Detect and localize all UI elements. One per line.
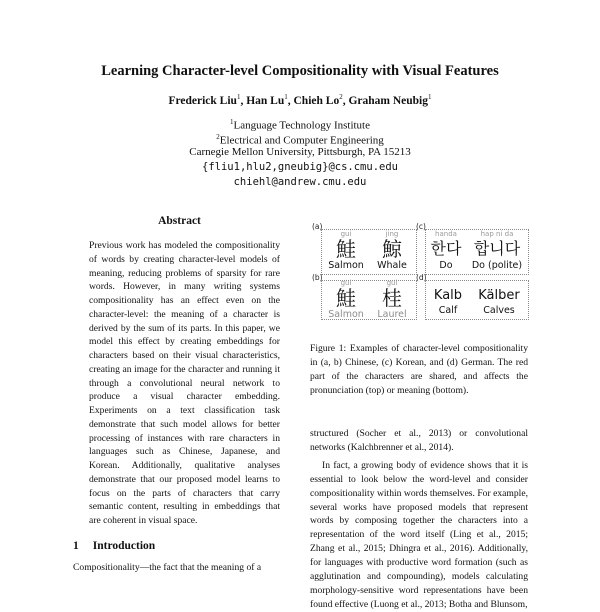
character-glyph: 한다 — [430, 239, 462, 258]
panel-label-d: (d) — [416, 273, 427, 282]
romanization: gui — [386, 279, 398, 287]
affiliation-text: Electrical and Computer Engineering — [219, 134, 384, 147]
romanization: jing — [385, 230, 399, 238]
character-glyph: 桂 — [382, 286, 402, 310]
affil-mark: 2 — [216, 133, 220, 141]
word-cell — [470, 287, 528, 316]
affiliation-text: Carnegie Mellon University, Pittsburgh, PA 15213 — [189, 146, 411, 158]
char-cell — [324, 230, 368, 271]
left-column — [73, 215, 286, 575]
char-cell — [370, 230, 414, 271]
author-name: Graham Neubig — [348, 94, 428, 107]
romanization: handa — [435, 230, 457, 238]
abstract-text: Previous work has modeled the compositionality of words by creating character-level models of meaning, reducing problems of sparsity for rare words. However, in many writing systems compositionality has an effect even on the character-level: the meaning of a character is derived by the sum of its parts. In this paper, we model this effect by creating embeddings for characters based on their visual characteristics, creating an image for the character and running it through a convolutional neural network to produce a visual character embedding. Experiments on a text classification task demonstrate that such model allows for better processing of instances with rare characters in languages such as Chinese, Japanese, and Korean. Additionally, qualitative analyses demonstrate that our proposed model learns to focus on the parts of characters that carry semantic content, resulting in embeddings that are coherent in visual space. — [89, 240, 280, 526]
author-affil-mark: 1 — [236, 93, 241, 101]
author-name: Chieh Lo — [293, 94, 340, 107]
affil-mark: 1 — [230, 118, 234, 126]
paper-title: Learning Character-level Compositionality with Visual Features — [101, 63, 499, 79]
panel-a — [321, 229, 417, 275]
section-number: 1 — [73, 539, 79, 552]
abstract-heading: Abstract — [158, 215, 201, 227]
panel-label-b: (b) — [312, 273, 323, 282]
author-list: Frederick Liu$^1$, Han Lu$^1$, Chieh Lo$^2$, Graham Neubig$^1$ — [168, 93, 432, 107]
gloss: Salmon — [328, 260, 364, 271]
word-cell — [428, 287, 468, 316]
section-heading-introduction — [73, 540, 286, 552]
email-line[interactable]: chiehl@andrew.cmu.edu — [233, 176, 367, 188]
panel-d — [425, 280, 529, 320]
intro-text: Compositionality—the fact that the meaning of a — [73, 561, 262, 573]
right-column — [310, 215, 530, 398]
gloss: Calves — [483, 305, 515, 316]
author-affil-mark: 1 — [428, 93, 432, 101]
char-cell — [428, 230, 464, 271]
email-line[interactable]: {fliu1,hlu2,gneubig}@cs.cmu.edu — [202, 161, 398, 173]
affiliation-line — [0, 145, 600, 160]
romanization: gui — [340, 230, 352, 238]
author-affil-mark: 2 — [339, 93, 343, 101]
panel-label-c: (c) — [416, 222, 426, 231]
romanization: hap ni da — [480, 230, 514, 238]
body-paragraph: In fact, a growing body of evidence shows that it is essential to look below the word-level and consider compositionality within words themselves. For example, several works have proposed models that represent words by composing together the characters into a representation of the word itself (Ling et al., 2015; Zhang et al., 2015; Dhingra et al., 2016). Additionally, for languages with productive word formation (such as agglutination and compounding), models calculating morphology-sensitive word representations have been found effective (Luong et al., 2013; Botha and Blunsom, — [310, 459, 528, 610]
panel-b — [321, 280, 417, 320]
gloss: Do — [439, 260, 453, 271]
word-glyph: Kälber — [478, 288, 520, 303]
gloss: Laurel — [377, 309, 407, 320]
char-cell — [370, 279, 414, 320]
gloss: Whale — [377, 260, 407, 271]
panel-label-a: (a) — [312, 222, 323, 231]
section-title: Introduction — [92, 539, 156, 552]
romanization: gui — [340, 279, 352, 287]
char-cell — [324, 279, 368, 320]
panel-c — [425, 229, 529, 275]
author-affil-mark: 1 — [284, 93, 288, 101]
affiliation-text: Language Technology Institute — [233, 119, 370, 132]
character-glyph: 鮭 — [336, 237, 356, 261]
character-glyph: 鯨 — [382, 237, 402, 261]
body-paragraph: structured (Socher et al., 2013) or convolutional networks (Kalchbrenner et al., 2014). — [310, 428, 528, 453]
right-body-text — [310, 427, 528, 612]
gloss: Calf — [438, 305, 458, 316]
author-name: Frederick Liu — [168, 94, 237, 107]
author-name: Han Lu — [246, 94, 285, 107]
character-glyph: 합니다 — [473, 239, 521, 258]
char-cell — [466, 230, 528, 271]
gloss: Salmon — [328, 309, 364, 320]
word-glyph: Kalb — [433, 288, 463, 303]
character-glyph: 鮭 — [336, 286, 356, 310]
figure-1 — [310, 220, 530, 320]
figure-caption: Figure 1: Examples of character-level compositionality in (a, b) Chinese, (c) Korean, and (d) German. The red part of the characters are shared, and affects the pronunciation (top) or meaning (bottom). — [310, 343, 528, 396]
gloss: Do (polite) — [471, 260, 523, 271]
